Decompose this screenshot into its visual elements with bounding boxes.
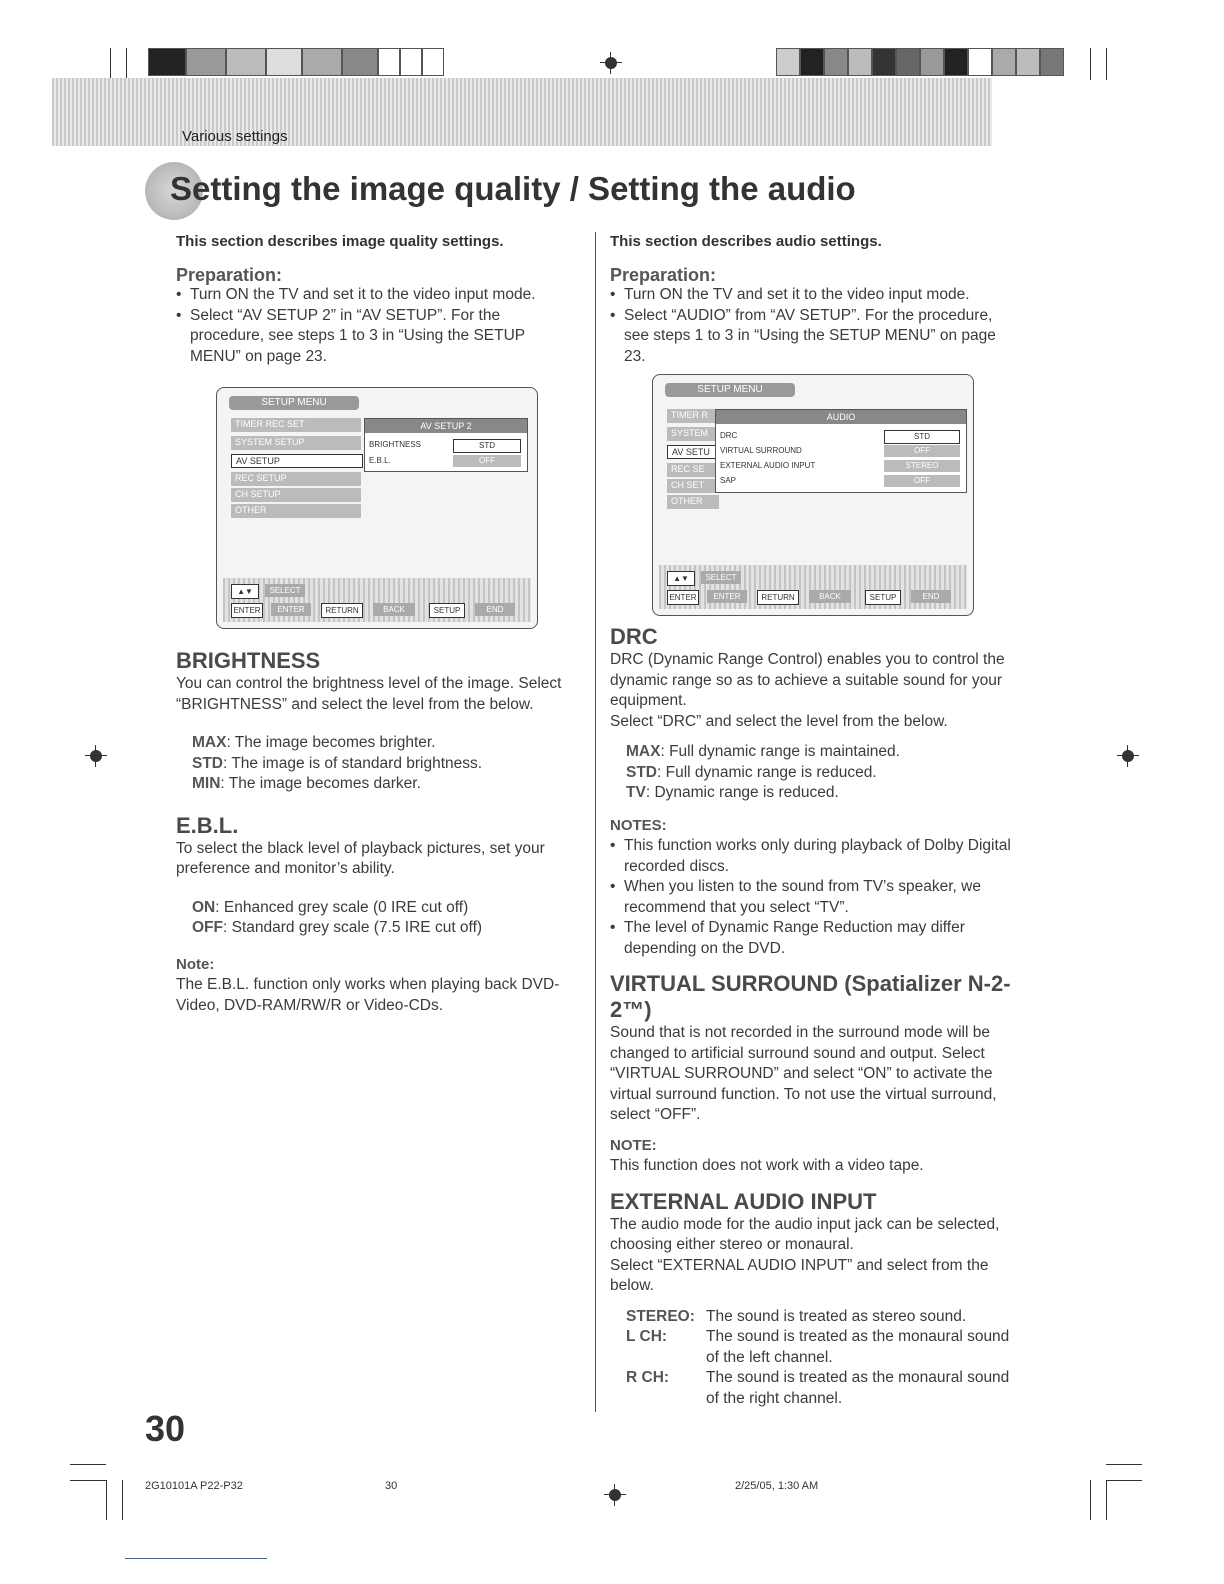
menu-item[interactable]: SYSTEM (667, 427, 719, 441)
setting-label: E.B.L. (369, 456, 391, 465)
list-item: • When you listen to the sound from TV’s speaker, we recommend that you select “TV”. (610, 877, 1012, 918)
setting-value[interactable]: OFF (884, 445, 960, 457)
list-item: • Select “AV SETUP 2” in “AV SETUP”. For the procedure, see steps 1 to 3 in “Using the SETUP MENU” on page 23. (176, 306, 576, 368)
crop-mark (106, 1480, 107, 1520)
setting-value[interactable]: OFF (884, 475, 960, 487)
guide-label: ENTER (271, 603, 311, 616)
setting-label: EXTERNAL AUDIO INPUT (720, 461, 816, 470)
menu-item[interactable]: CH SET (667, 479, 719, 493)
left-prep-title: Preparation: (176, 264, 283, 285)
option-desc: The image is of standard brightness. (231, 754, 483, 772)
external-audio-heading: EXTERNAL AUDIO INPUT (610, 1188, 877, 1214)
option-desc: Full dynamic range is reduced. (665, 763, 877, 781)
page-number: 30 (145, 1408, 186, 1449)
guide-label: SELECT (701, 571, 741, 584)
option-desc: Standard grey scale (7.5 IRE cut off) (231, 919, 483, 936)
list-item: • Turn ON the TV and set it to the video input mode. (610, 285, 1012, 306)
crop-mark (126, 48, 127, 80)
menu-item[interactable]: OTHER (667, 495, 719, 509)
right-lead: This section describes audio settings. (610, 233, 882, 250)
right-body: DRC DRC (Dynamic Range Control) enables you to control the dynamic range so as to achieve a suitable sound for your equipment. Select “DRC” and select the level from the below. MAX: Full dynamic range is maintained. STD: Full dynamic range is reduced. TV: Dynamic range is reduced. NOTES: • This function works only during playback of Dolby Digital recorded discs. • When you listen to the sound from TV’s speaker, we recommend that you select “TV”. • The level of Dynamic Range Reduction may differ depending on the DVD. VIRTUAL SURROUND (Spatializer N-2-2™) Sound that is not recorded in the surround mode will be changed to artificial surround sound and output. Select “VIRTUAL SURROUND” and select “ON” to activate the virtual surround function. To not use the virtual surround, select “OFF”. NOTE: This function does not work with a video tape. EXTERNAL AUDIO INPUT The audio mode for the audio input jack can be selected, choosing either stereo or monaural. Select “EXTERNAL AUDIO INPUT” and select from the below. STEREO: The sound is treated as stereo sound. L CH: The sound is treated as the monaural sound of the left channel. R CH: The sound is treated as the monaural sound of the right channel. (610, 624, 1012, 1409)
ebl-note-title: Note: (176, 955, 215, 973)
footer-code: 2G10101A P22-P32 (145, 1480, 243, 1492)
menu-title: SETUP MENU (665, 383, 795, 397)
submenu-title: AUDIO (716, 410, 966, 424)
guide-key: RETURN (757, 590, 799, 605)
virtual-surround-text: Sound that is not recorded in the surround mode will be changed to artificial surround sound and output. Select “VIRTUAL SURROUND” and select “ON” to activate the virtual surround function. To not use the virtual surround, select “OFF”. (610, 1024, 997, 1123)
setting-value[interactable]: STEREO (884, 460, 960, 472)
setting-label: DRC (720, 431, 738, 440)
option-key: MAX (192, 734, 227, 751)
menu-item-selected[interactable]: AV SETU (667, 445, 719, 459)
option-key: MIN (192, 775, 221, 792)
option-key: TV (626, 784, 646, 801)
left-lead: This section describes image quality settings. (176, 233, 504, 250)
arrow-keys-icon: ▲▼ (231, 584, 259, 599)
menu-item[interactable]: TIMER R (667, 409, 719, 423)
color-bar-left (148, 48, 444, 76)
section-label: Various settings (182, 128, 288, 145)
guide-label: END (911, 590, 951, 603)
option-key: MAX (626, 743, 661, 760)
menu-item[interactable]: REC SE (667, 463, 719, 477)
color-bar-right (776, 48, 1064, 76)
menu-item[interactable]: SYSTEM SETUP (231, 436, 361, 450)
footer-date: 2/25/05, 1:30 AM (735, 1480, 819, 1492)
registration-mark-icon (604, 1484, 626, 1506)
menu-item[interactable]: OTHER (231, 504, 361, 518)
crop-mark (1090, 48, 1091, 80)
guide-label: BACK (809, 590, 851, 603)
menu-item[interactable]: REC SETUP (231, 472, 361, 486)
right-intro (610, 232, 1012, 367)
crop-mark (1090, 1480, 1091, 1520)
option-key: ON (192, 898, 216, 916)
crop-mark (70, 1464, 106, 1465)
guide-key: ENTER (231, 603, 263, 618)
list-item: • Select “AUDIO” from “AV SETUP”. For the procedure, see steps 1 to 3 in “Using the SETUP MENU” on page 23. (610, 306, 1012, 368)
drc-notes-title: NOTES: (610, 816, 667, 834)
setup-menu-screen-av (216, 387, 538, 629)
drc-heading: DRC (610, 624, 658, 649)
footer-page: 30 (385, 1480, 398, 1492)
setting-label: BRIGHTNESS (369, 440, 422, 449)
option-desc: Full dynamic range is maintained. (669, 743, 900, 760)
list-item: • The level of Dynamic Range Reduction may differ depending on the DVD. (610, 918, 1012, 959)
submenu-panel (364, 418, 528, 472)
crop-mark (70, 1480, 106, 1481)
option-key: OFF (192, 919, 223, 936)
option-key: STD (192, 754, 223, 772)
external-audio-text: Select “EXTERNAL AUDIO INPUT” and select from the below. (610, 1256, 989, 1294)
page-title: Setting the image quality / Setting the audio (170, 170, 856, 207)
submenu-title: AV SETUP 2 (365, 419, 527, 433)
setting-label: VIRTUAL SURROUND (720, 446, 802, 455)
option-key: L CH (626, 1328, 662, 1345)
registration-mark-icon (1117, 745, 1139, 767)
crop-mark (122, 1480, 123, 1520)
menu-item-selected[interactable]: AV SETUP (231, 454, 363, 468)
drc-text: DRC (Dynamic Range Control) enables you to control the dynamic range so as to achieve a suitable sound for your equipment. (610, 651, 1005, 709)
registration-mark-icon (600, 52, 622, 74)
ebl-heading: E.B.L. (176, 812, 239, 838)
vs-note: This function does not work with a video tape. (610, 1157, 924, 1174)
left-intro (176, 232, 576, 367)
setting-label: SAP (720, 476, 737, 485)
crop-mark (1106, 48, 1107, 80)
right-prep-title: Preparation: (610, 264, 717, 285)
ebl-note: The E.B.L. function only works when playing back DVD-Video, DVD-RAM/RW/R or Video-CDs. (176, 976, 560, 1014)
brightness-text: You can control the brightness level of the image. Select “BRIGHTNESS” and select the level from the below. (176, 675, 562, 713)
guide-key: RETURN (321, 603, 363, 618)
guide-label: ENTER (707, 590, 747, 603)
external-audio-text: The audio mode for the audio input jack can be selected, choosing either stereo or monaural. (610, 1215, 1000, 1253)
option-key: STD (626, 763, 657, 781)
menu-item[interactable]: CH SETUP (231, 488, 361, 502)
column-divider (595, 232, 596, 1412)
setting-value[interactable]: STD (884, 430, 960, 444)
guide-key: SETUP (865, 590, 901, 605)
drc-text: Select “DRC” and select the level from the below. (610, 712, 948, 730)
arrow-keys-icon: ▲▼ (667, 571, 695, 586)
crop-mark (1106, 1480, 1142, 1481)
submenu-panel (715, 409, 967, 493)
vs-note-title: NOTE: (610, 1136, 657, 1154)
option-desc: The sound is treated as the monaural sound of the left channel. (706, 1328, 1010, 1366)
setting-value[interactable]: OFF (453, 455, 521, 467)
list-item: • Turn ON the TV and set it to the video input mode. (176, 285, 576, 306)
list-item: • This function works only during playback of Dolby Digital recorded discs. (610, 836, 1012, 877)
guide-key: SETUP (429, 603, 465, 618)
option-desc: The sound is treated as stereo sound. (706, 1307, 967, 1325)
option-desc: Enhanced grey scale (0 IRE cut off) (223, 898, 469, 916)
crop-mark (110, 48, 111, 80)
virtual-surround-heading: VIRTUAL SURROUND (Spatializer N-2-2™) (610, 971, 1011, 1022)
setting-value[interactable]: STD (453, 439, 521, 453)
option-desc: Dynamic range is reduced. (654, 784, 839, 801)
brightness-heading: BRIGHTNESS (176, 648, 321, 673)
setup-menu-screen-audio (652, 374, 974, 616)
option-desc: The image becomes brighter. (234, 734, 436, 751)
option-key: R CH (626, 1369, 664, 1386)
guide-key: ENTER (667, 590, 699, 605)
option-key: STEREO (626, 1307, 690, 1325)
guide-label: SELECT (265, 584, 305, 597)
guide-label: BACK (373, 603, 415, 616)
option-desc: The sound is treated as the monaural sound of the right channel. (706, 1369, 1010, 1407)
menu-item[interactable]: TIMER REC SET (231, 418, 361, 432)
left-body: BRIGHTNESS You can control the brightness level of the image. Select “BRIGHTNESS” and select the level from the below. MAX: The image becomes brighter. STD: The image is of standard brightness. MIN: The image becomes darker. E.B.L. To select the black level of playback pictures, set your preference and monitor’s ability. ON: Enhanced grey scale (0 IRE cut off) OFF: Standard grey scale (7.5 IRE cut off) Note: The E.B.L. function only works when playing back DVD-Video, DVD-RAM/RW/R or Video-CDs. (176, 648, 578, 1016)
crop-mark (1106, 1464, 1142, 1465)
footer-rule (125, 1558, 267, 1559)
menu-title: SETUP MENU (229, 396, 359, 410)
guide-label: END (475, 603, 515, 616)
registration-mark-icon (85, 745, 107, 767)
crop-mark (1106, 1480, 1107, 1520)
option-desc: The image becomes darker. (228, 775, 421, 792)
ebl-text: To select the black level of playback pictures, set your preference and monitor’s ability. (176, 839, 545, 877)
